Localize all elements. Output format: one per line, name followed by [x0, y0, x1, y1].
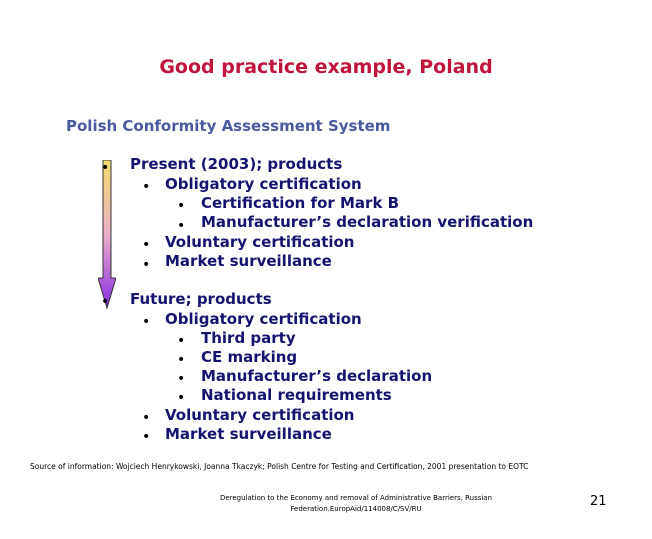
future-item: Market surveillance — [165, 425, 332, 443]
bullet-icon: • — [177, 390, 186, 406]
present-item: Voluntary certification — [165, 233, 355, 251]
present-item: Obligatory certification — [165, 175, 362, 193]
footer-line: Federation.EuropAid/114008/C/SV/RU — [290, 505, 422, 513]
future-subitem: Third party — [201, 329, 296, 347]
future-subitem: Manufacturer’s declaration — [201, 367, 433, 385]
future-subitem: National requirements — [201, 386, 392, 404]
present-heading: Present (2003); products — [130, 155, 343, 173]
slide-subtitle: Polish Conformity Assessment System — [66, 117, 391, 135]
bullet-icon: • — [177, 371, 186, 387]
present-item: Market surveillance — [165, 252, 332, 270]
bullet-icon: • — [142, 257, 151, 273]
present-subitem: Manufacturer’s declaration verification — [201, 213, 534, 231]
bullet-icon: • — [142, 179, 151, 195]
footer — [216, 493, 496, 515]
bullet-icon: • — [142, 410, 151, 426]
bullet-icon: • — [101, 160, 110, 176]
slide-title: Good practice example, Poland — [159, 56, 493, 78]
source-note: Source of information: Wojciech Henrykowski, Joanna Tkaczyk; Polish Centre for Testing and Certification, 2001 presentation to EOTC — [30, 462, 529, 471]
bullet-icon: • — [177, 198, 186, 214]
bullet-icon: • — [101, 294, 110, 310]
future-item: Voluntary certification — [165, 406, 355, 424]
page-number: 21 — [590, 494, 607, 509]
bullet-icon: • — [177, 352, 186, 368]
footer-line: Deregulation to the Economy and removal of Administrative Barriers, Russian — [219, 494, 493, 502]
bullet-icon: • — [177, 333, 186, 349]
timeline-arrow — [98, 160, 116, 310]
bullet-icon: • — [177, 218, 186, 234]
bullet-icon: • — [142, 237, 151, 253]
present-subitem: Certification for Mark B — [201, 194, 400, 212]
future-subitem: CE marking — [201, 348, 298, 366]
bullet-icon: • — [142, 429, 151, 445]
future-item: Obligatory certification — [165, 310, 362, 328]
future-heading: Future; products — [130, 290, 272, 308]
bullet-icon: • — [142, 314, 151, 330]
